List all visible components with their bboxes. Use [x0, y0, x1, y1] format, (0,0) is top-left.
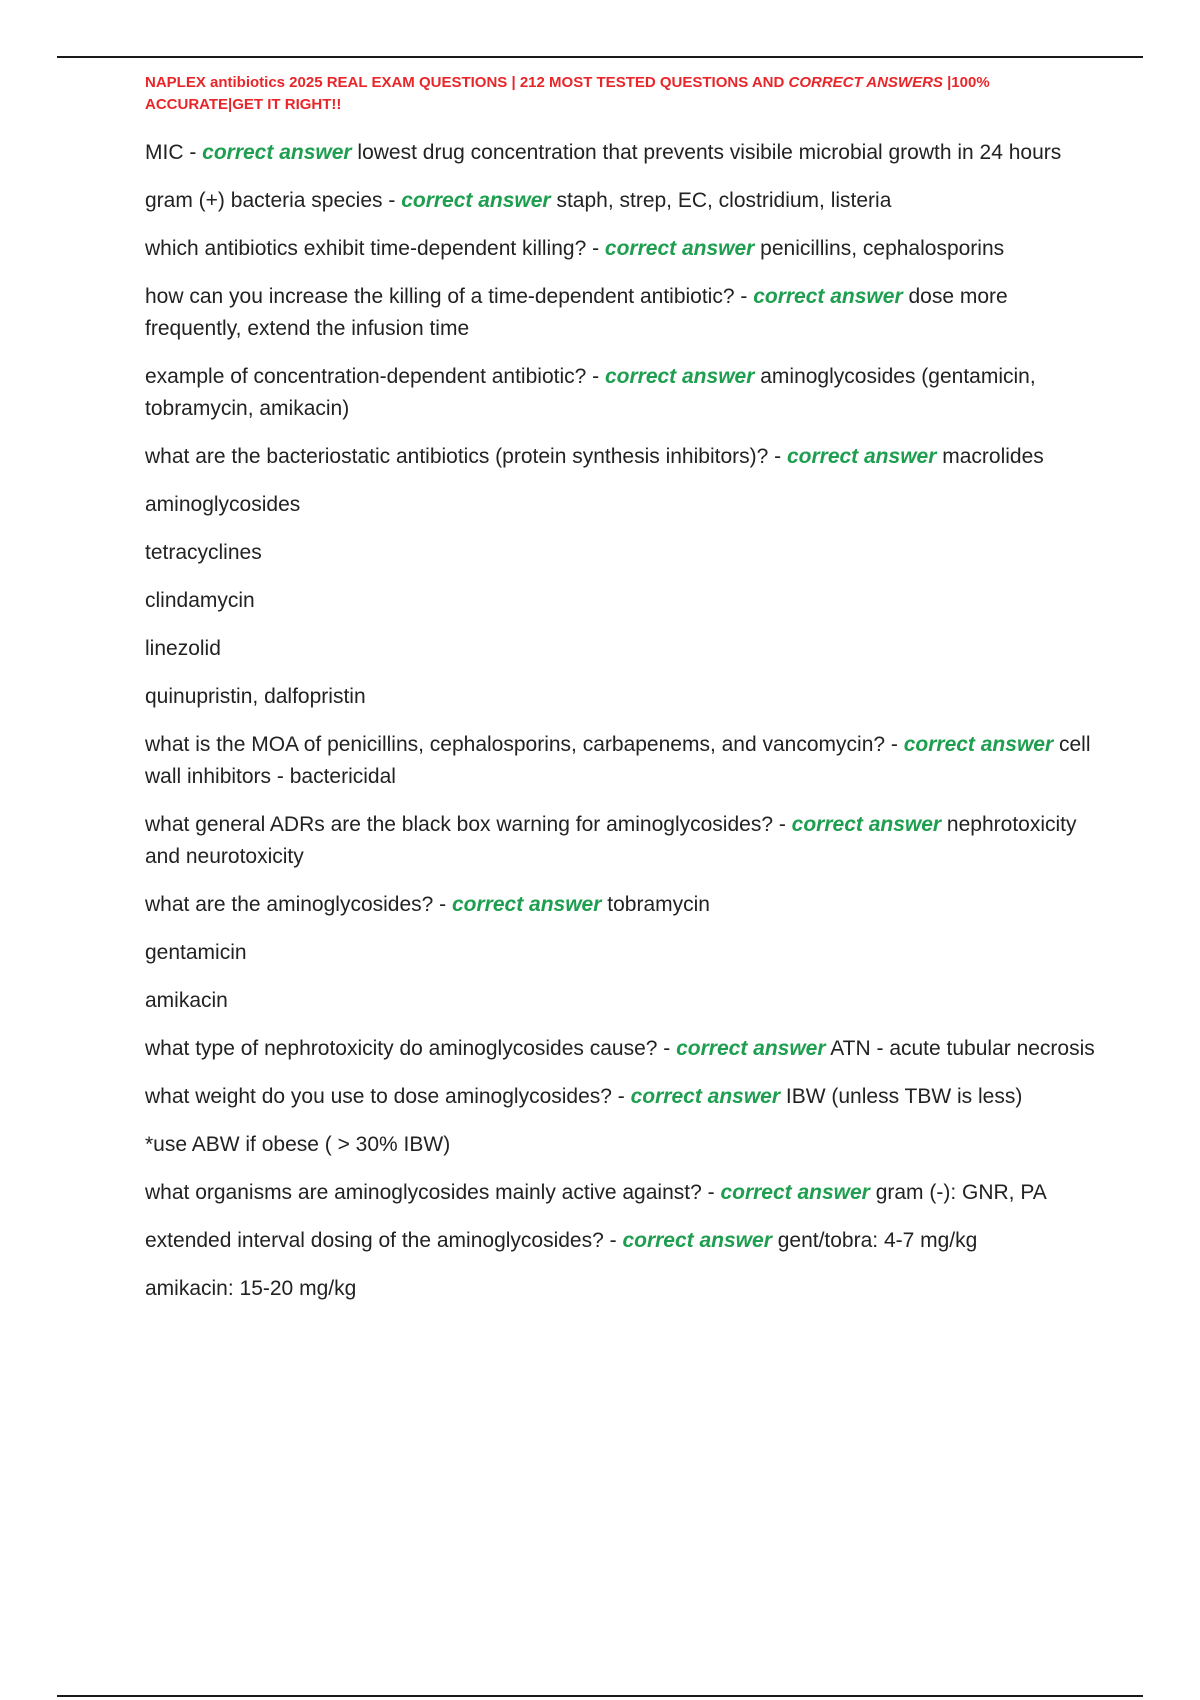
answer-text: lowest drug concentration that prevents visibile microbial growth in 24 hours [351, 141, 1062, 164]
qa-entry [145, 1225, 1095, 1257]
qa-entry [145, 809, 1095, 873]
qa-entry [145, 889, 1095, 921]
question-text: extended interval dosing of the aminoglycosides? - [145, 1229, 623, 1252]
answer-label: correct answer [630, 1085, 781, 1108]
answer-label: correct answer [791, 813, 942, 836]
question-text: what is the MOA of penicillins, cephalosporins, carbapenems, and vancomycin? - [145, 733, 904, 756]
question-text: what are the bacteriostatic antibiotics (protein synthesis inhibitors)? - [145, 445, 787, 468]
list-item [145, 985, 1095, 1017]
question-text: how can you increase the killing of a time-dependent antibiotic? - [145, 285, 754, 308]
qa-entry [145, 1177, 1095, 1209]
question-text: what organisms are aminoglycosides mainly active against? - [145, 1181, 721, 1204]
list-item [145, 537, 1095, 569]
answer-label: correct answer [786, 445, 937, 468]
qa-entry [145, 137, 1095, 169]
list-item [145, 1129, 1095, 1161]
item-text: amikacin: 15-20 mg/kg [145, 1277, 357, 1300]
qa-entry [145, 361, 1095, 425]
answer-text: gent/tobra: 4-7 mg/kg [771, 1229, 978, 1252]
answer-text: IBW (unless TBW is less) [780, 1085, 1023, 1108]
qa-entry [145, 729, 1095, 793]
qa-entry [145, 281, 1095, 345]
question-text: gram (+) bacteria species - [145, 189, 402, 212]
answer-text: gram (-): GNR, PA [869, 1181, 1047, 1204]
question-text: what general ADRs are the black box warning for aminoglycosides? - [145, 813, 792, 836]
question-text: what type of nephrotoxicity do aminoglycosides cause? - [145, 1037, 677, 1060]
title-emphasis: CORRECT ANSWERS [788, 74, 943, 91]
item-text: aminoglycosides [145, 493, 301, 516]
list-item [145, 937, 1095, 969]
answer-label: correct answer [622, 1229, 772, 1252]
item-text: tetracyclines [145, 541, 262, 564]
answer-label: correct answer [452, 893, 602, 916]
question-text: what are the aminoglycosides? - [145, 893, 452, 916]
question-text: MIC - [145, 141, 203, 164]
answer-text: tobramycin [601, 893, 710, 916]
document-title [145, 72, 1095, 116]
list-item [145, 489, 1095, 521]
answer-text: nephrotoxicity and neurotoxicity [145, 813, 1077, 868]
answer-label: correct answer [676, 1037, 826, 1060]
question-text: example of concentration-dependent antibiotic? - [145, 365, 605, 388]
item-text: *use ABW if obese ( > 30% IBW) [145, 1133, 451, 1156]
answer-label: correct answer [202, 141, 352, 164]
qa-entry [145, 1033, 1095, 1065]
answer-text: dose more frequently, extend the infusion time [145, 285, 1008, 340]
answer-label: correct answer [401, 189, 551, 212]
item-text: linezolid [145, 637, 221, 660]
answer-text: staph, strep, EC, clostridium, listeria [550, 189, 892, 212]
item-text: amikacin [145, 989, 228, 1012]
title-part-1: NAPLEX antibiotics 2025 REAL EXAM QUESTIONS | 212 MOST TESTED QUESTIONS AND [145, 74, 789, 91]
list-item [145, 633, 1095, 665]
item-text: clindamycin [145, 589, 255, 612]
answer-text: penicillins, cephalosporins [754, 237, 1005, 260]
answer-label: correct answer [720, 1181, 870, 1204]
answer-text: macrolides [936, 445, 1044, 468]
answer-label: correct answer [604, 365, 755, 388]
question-text: which antibiotics exhibit time-dependent killing? - [145, 237, 605, 260]
item-text: gentamicin [145, 941, 247, 964]
answer-text: aminoglycosides (gentamicin, tobramycin, amikacin) [145, 365, 1036, 420]
list-item [145, 585, 1095, 617]
title-part-2: |100% ACCURATE|GET IT RIGHT!! [145, 74, 990, 113]
item-text: quinupristin, dalfopristin [145, 685, 366, 708]
answer-label: correct answer [753, 285, 903, 308]
qa-entry [145, 185, 1095, 217]
document-body [145, 72, 1095, 1321]
list-item [145, 1273, 1095, 1305]
answer-text: ATN - acute tubular necrosis [825, 1037, 1095, 1060]
question-text: what weight do you use to dose aminoglycosides? - [145, 1085, 631, 1108]
answer-label: correct answer [604, 237, 755, 260]
top-rule [57, 56, 1143, 58]
list-item [145, 681, 1095, 713]
qa-entry [145, 233, 1095, 265]
bottom-rule [57, 1695, 1143, 1697]
answer-label: correct answer [903, 733, 1054, 756]
qa-entry [145, 1081, 1095, 1113]
answer-text: cell wall inhibitors - bactericidal [145, 733, 1091, 788]
qa-entry [145, 441, 1095, 473]
